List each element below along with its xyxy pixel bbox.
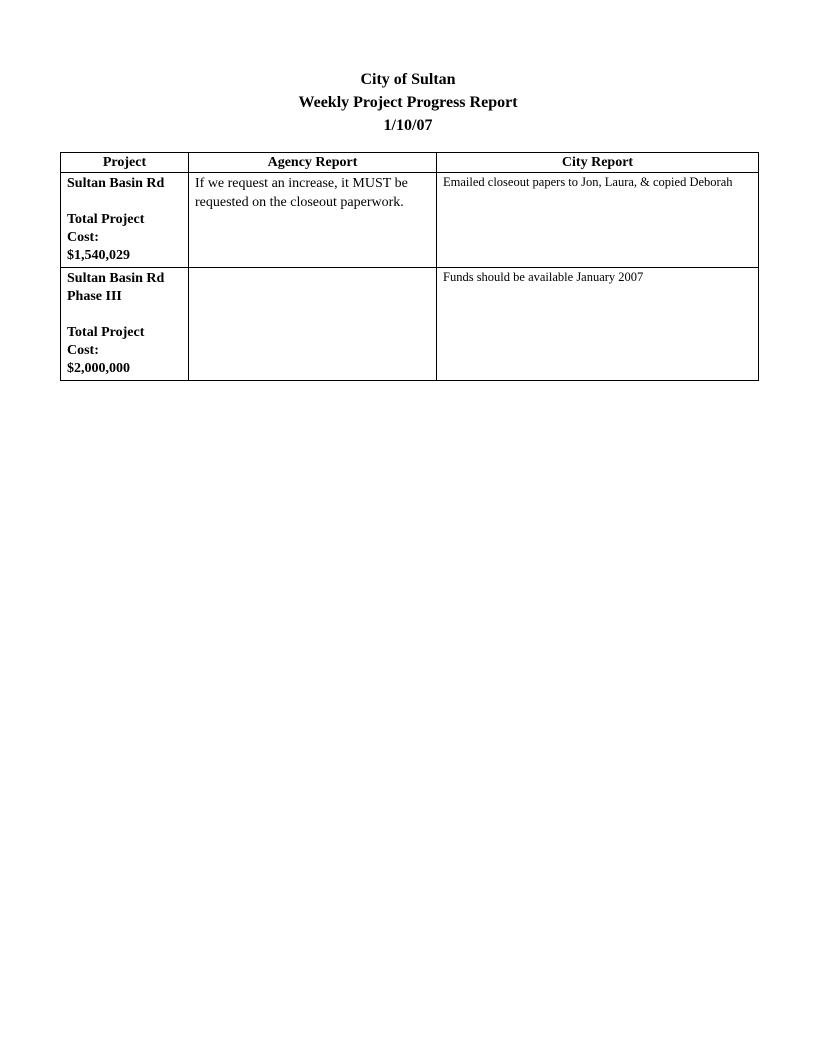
project-name: Sultan Basin Rd <box>67 176 165 191</box>
city-report-cell: Emailed closeout papers to Jon, Laura, & copied Deborah <box>437 173 759 268</box>
agency-report-cell <box>189 268 437 381</box>
spacer <box>67 193 184 211</box>
report-title: Weekly Project Progress Report <box>298 94 518 111</box>
project-cell <box>61 173 189 268</box>
spacer <box>67 306 184 324</box>
table-row <box>61 173 759 268</box>
city-report-cell: Funds should be available January 2007 <box>437 268 759 381</box>
table-header-row <box>61 153 759 173</box>
cost-label: Total Project <box>67 212 145 227</box>
column-header-project: Project <box>61 153 189 173</box>
project-phase: Phase III <box>67 289 122 304</box>
cost-value: $2,000,000 <box>67 361 130 376</box>
cost-label-suffix: Cost: <box>67 343 99 358</box>
organization-title: City of Sultan <box>360 71 456 88</box>
cost-label: Total Project <box>67 325 145 340</box>
document-header <box>0 68 816 137</box>
agency-report-cell: If we request an increase, it MUST be requested on the closeout paperwork. <box>189 173 437 268</box>
cost-value: $1,540,029 <box>67 248 130 263</box>
column-header-agency-report: Agency Report <box>189 153 437 173</box>
progress-report-table <box>60 152 759 381</box>
project-name: Sultan Basin Rd <box>67 271 165 286</box>
table-row <box>61 268 759 381</box>
cost-label-suffix: Cost: <box>67 230 99 245</box>
column-header-city-report: City Report <box>437 153 759 173</box>
report-date: 1/10/07 <box>383 117 433 134</box>
project-cell <box>61 268 189 381</box>
